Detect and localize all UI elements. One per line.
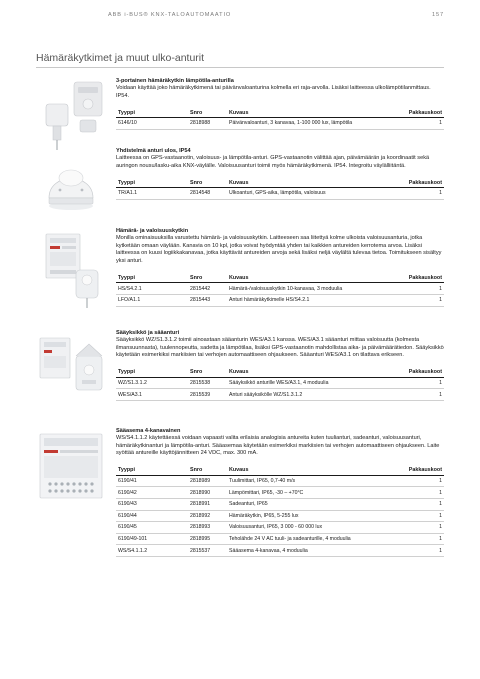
col-header-pack: Pakkauskoot — [404, 108, 444, 118]
product-description: Sääyksikkö WZ/S1.3.1.2 toimii ainoastaan sääanturin WES/A3.1 kanssa. WES/A3.1 sääanturi mittaa valoisuutta (kolmesta ilmansuunnasta), tuulennopeutta, sadetta ja lämpötilaa, lisäksi GPS-vastaanotin mahdollistaa aika- ja päivämäärätiedon. Sääyksikkö käytetään esimerkiksi markiisien tai verhojen automaattiseen ohjaukseen. Sääanturi WES/A3.1 on tilattava erikseen. — [116, 337, 444, 359]
col-header-pack: Pakkauskoot — [404, 368, 444, 378]
col-header-desc: Kuvaus — [227, 273, 404, 283]
cell-type: LFO/A1.1 — [116, 294, 188, 306]
table-row — [116, 389, 444, 401]
cell-pack: 1 — [404, 389, 444, 401]
table-row — [116, 510, 444, 522]
product-title: Sääyksikkö ja sääanturi — [116, 330, 180, 336]
cell-type: 6190/44 — [116, 510, 188, 522]
cell-type: WZ/S1.3.1.2 — [116, 377, 188, 389]
cell-desc: Anturi sääyksikölle WZ/S1.3.1.2 — [227, 389, 404, 401]
product-content — [116, 228, 444, 307]
cell-desc: Hämärä-/valoisuuskytkin 10-kanavaa, 3 moduulia — [227, 283, 404, 295]
product-image-dusk-switch — [36, 228, 106, 310]
cell-pack: 1 — [404, 283, 444, 295]
cell-code: 2815442 — [188, 283, 227, 295]
cell-pack: 1 — [404, 294, 444, 306]
cell-desc: Sääyksikkö anturille WES/A3.1, 4 moduulia — [227, 377, 404, 389]
cell-type: 6190/42 — [116, 487, 188, 499]
product-image-light-sensor — [36, 78, 106, 152]
product-image-weather-unit — [36, 330, 106, 408]
product-content — [116, 428, 444, 557]
product-title: 3-portainen hämäräkytkin lämpötila-anturilla — [116, 78, 234, 84]
product-title: Yhdistelmä anturi ulos, IP54 — [116, 148, 191, 154]
cell-code: 2818991 — [188, 498, 227, 510]
product-table — [116, 108, 444, 130]
col-header-code: Snro — [188, 108, 227, 118]
cell-code: 2818995 — [188, 533, 227, 545]
cell-pack: 1 — [404, 498, 444, 510]
col-header-type: Tyyppi — [116, 368, 188, 378]
col-header-pack: Pakkauskoot — [404, 273, 444, 283]
page-header — [108, 12, 444, 18]
product-image-weather-station — [36, 428, 106, 504]
cell-code: 2815539 — [188, 389, 227, 401]
product-description: Monilla ominaisuuksilla varustettu hämärä- ja valoisuuskytkin. Laitteeseen saa liitettyä kolme ulkoista valoisuusanturia, jotka kytketään omaan väylään. Kanavia on 10 kpl, jotka voivat hyödyntää yhden tai kaikkien antureiden kerrotema arvoa. Lisäksi laitteessa on kuusi logiikkakanavaa, jotka käyttävät antureiden arvoja sekä lisäksi neljä väylältä tulevaa tietoa. Toimitukseen sisältyy yksi anturi. — [116, 235, 442, 264]
cell-desc: Teholähde 24 V AC tuuli- ja sadeanturille, 4 moduulia — [227, 533, 404, 545]
cell-type: HS/S4.2.1 — [116, 283, 188, 295]
product-table — [116, 466, 444, 557]
table-row — [116, 294, 444, 306]
product-description: Laitteessa on GPS-vastaanotin, valoisuus- ja lämpötila-anturi. GPS-vastaanotin välittää ajan, päivämäärän ja koordinaatit sekä auringon nousu/lasku-aika KNX-väylälle. Valoisuusanturi toimii myös hämäräkytkimenä. IP54. Integroitu väylälliitäntä. — [116, 155, 430, 169]
table-row — [116, 188, 444, 200]
cell-code: 2818992 — [188, 510, 227, 522]
col-header-desc: Kuvaus — [227, 178, 404, 188]
col-header-code: Snro — [188, 466, 227, 476]
cell-code: 2815537 — [188, 545, 227, 557]
col-header-type: Tyyppi — [116, 108, 188, 118]
cell-pack: 1 — [404, 533, 444, 545]
table-row — [116, 487, 444, 499]
col-header-type: Tyyppi — [116, 466, 188, 476]
col-header-pack: Pakkauskoot — [404, 178, 444, 188]
cell-type: WES/A3.1 — [116, 389, 188, 401]
cell-desc: Päivänvaloanturi, 3 kanavaa, 1-100 000 lux, lämpötila — [227, 118, 404, 130]
cell-desc: Sääasema 4-kanavaa, 4 moduulia — [227, 545, 404, 557]
col-header-code: Snro — [188, 178, 227, 188]
page-number: 157 — [431, 12, 444, 18]
cell-type: 6146/10 — [116, 118, 188, 130]
product-table — [116, 178, 444, 200]
cell-code: 2818988 — [188, 118, 227, 130]
cell-desc: Anturi hämäräkytkimelle HS/S4.2.1 — [227, 294, 404, 306]
cell-type: 6190/49-101 — [116, 533, 188, 545]
cell-desc: Sadeanturi, IP65 — [227, 498, 404, 510]
brand-text: ABB i-BUS® KNX-TALOAUTOMAATIO — [108, 12, 232, 18]
col-header-desc: Kuvaus — [227, 466, 404, 476]
cell-code: 2818989 — [188, 475, 227, 487]
product-title: Sääasema 4-kanavainen — [116, 428, 181, 434]
cell-desc: Lämpömittari, IP65, -30 – +70°C — [227, 487, 404, 499]
table-row — [116, 475, 444, 487]
cell-desc: Hämäräkytkin, IP65, 5-255 lux — [227, 510, 404, 522]
product-table — [116, 273, 444, 306]
table-row — [116, 498, 444, 510]
section-title: Hämäräkytkimet ja muut ulko-anturit — [36, 52, 444, 68]
cell-code: 2818990 — [188, 487, 227, 499]
cell-desc: Tuulimittari, IP65, 0,7-40 m/s — [227, 475, 404, 487]
cell-type: 6190/45 — [116, 522, 188, 534]
cell-pack: 1 — [404, 118, 444, 130]
product-table — [116, 368, 444, 401]
cell-code: 2815538 — [188, 377, 227, 389]
table-row — [116, 377, 444, 389]
product-content — [116, 148, 444, 200]
cell-pack: 1 — [404, 545, 444, 557]
cell-pack: 1 — [404, 522, 444, 534]
product-content — [116, 330, 444, 401]
product-image-gps-sensor — [36, 148, 106, 218]
cell-pack: 1 — [404, 510, 444, 522]
cell-pack: 1 — [404, 377, 444, 389]
cell-code: 2815443 — [188, 294, 227, 306]
col-header-type: Tyyppi — [116, 178, 188, 188]
cell-type: WS/S4.1.1.2 — [116, 545, 188, 557]
table-row — [116, 533, 444, 545]
cell-type: TR/A1.1 — [116, 188, 188, 200]
cell-code: 2814548 — [188, 188, 227, 200]
col-header-type: Tyyppi — [116, 273, 188, 283]
cell-type: 6190/41 — [116, 475, 188, 487]
product-content — [116, 78, 444, 130]
cell-pack: 1 — [404, 487, 444, 499]
col-header-code: Snro — [188, 273, 227, 283]
col-header-pack: Pakkauskoot — [404, 466, 444, 476]
table-row — [116, 283, 444, 295]
table-row — [116, 545, 444, 557]
cell-pack: 1 — [404, 188, 444, 200]
cell-desc: Ulkoanturi, GPS-aika, lämpötila, valoisuus — [227, 188, 404, 200]
cell-code: 2818993 — [188, 522, 227, 534]
product-description: WS/S4.1.1.2 käytettäessä voidaan vapaasti valita erilaisia analogisia antureita kuten tuulianturi, sadeanturi, valoisuusanturi, hämäräkytkinanturi ja lämpötila-anturi. Sääasemaa käytetään esimerkiksi markiisien tai verhojen automaattiseen ohjaukseen. Laite syöttää antureille käyttöjännitteen 24 VDC, max. 300 mA. — [116, 435, 440, 457]
product-description: Voidaan käyttää joko hämäräkytkimenä tai päivänvaloanturina kolmella eri raja-arvolla. Lisäksi laitteessa ulkolämpötilanmittaus. IP54. — [116, 85, 431, 99]
col-header-code: Snro — [188, 368, 227, 378]
cell-desc: Valoisuusanturi, IP65, 3 000 - 60 000 lux — [227, 522, 404, 534]
col-header-desc: Kuvaus — [227, 368, 404, 378]
table-row — [116, 522, 444, 534]
cell-type: 6190/43 — [116, 498, 188, 510]
table-row — [116, 118, 444, 130]
col-header-desc: Kuvaus — [227, 108, 404, 118]
cell-pack: 1 — [404, 475, 444, 487]
product-title: Hämärä- ja valoisuuskytkin — [116, 228, 189, 234]
